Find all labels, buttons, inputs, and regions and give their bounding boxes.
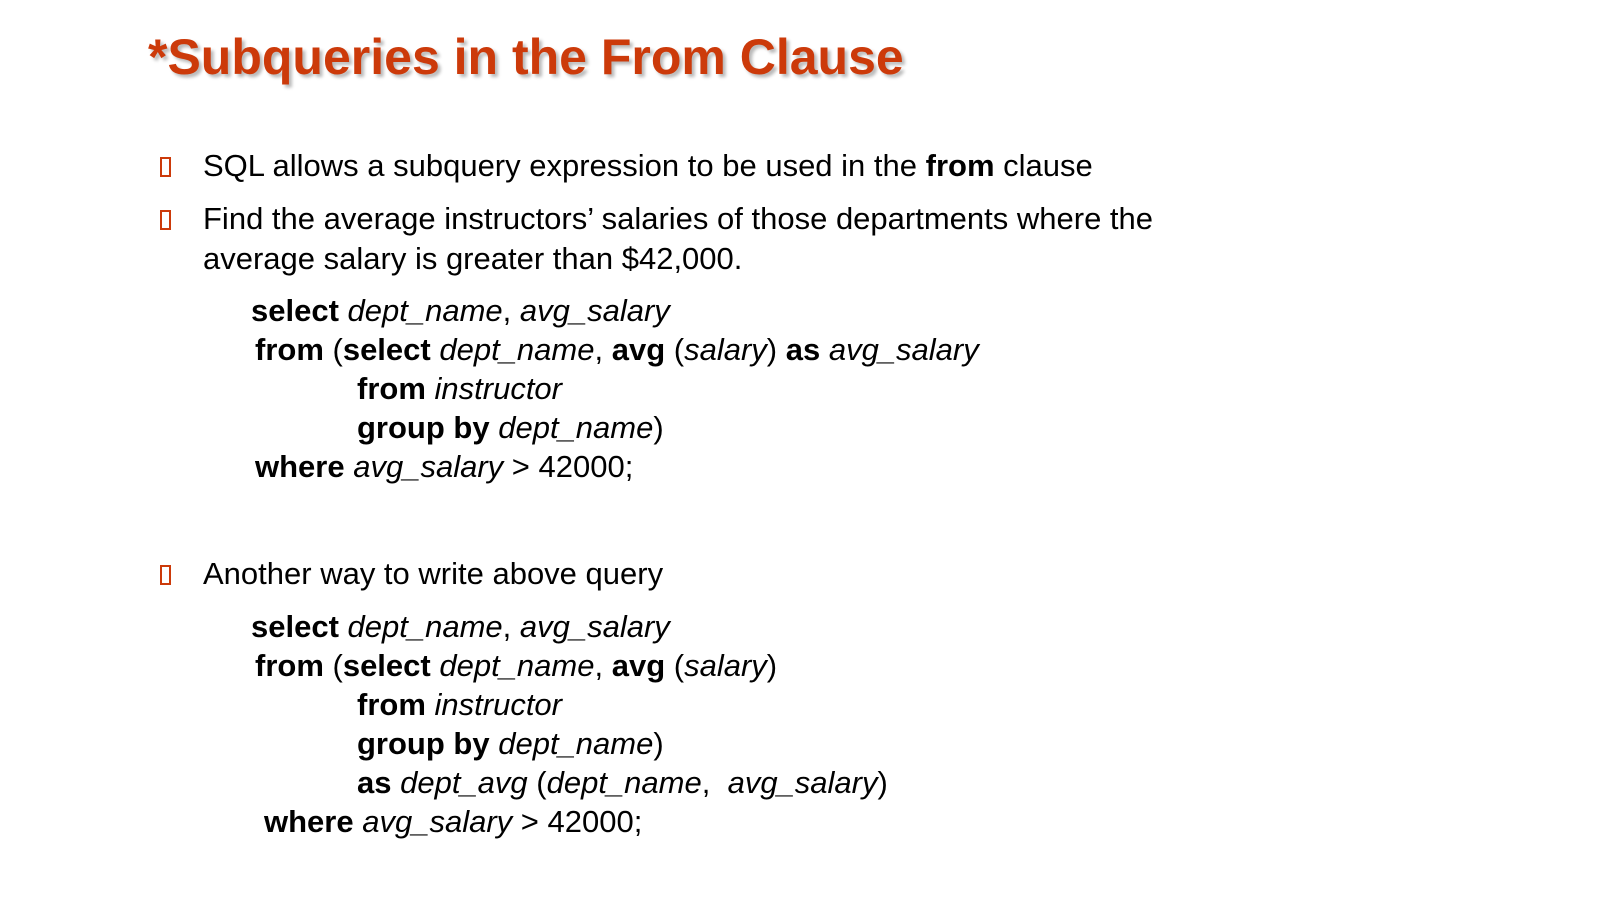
bullet-marker-icon	[160, 157, 171, 177]
slide-title: *Subqueries in the From Clause	[148, 29, 904, 85]
code-line: where avg_salary > 42000;	[255, 449, 634, 484]
bullet-item	[160, 199, 1460, 279]
bullet-text: SQL allows a subquery expression to be used in the from clause	[203, 148, 1093, 183]
bullet-item	[160, 554, 1460, 594]
code-line: as dept_avg (dept_name, avg_salary)	[357, 765, 888, 800]
code-line: from (select dept_name, avg (salary)	[255, 648, 778, 683]
bullet-text: Find the average instructors’ salaries of those departments where the average salary is greater than $42,000.	[203, 201, 1154, 276]
code-line: from instructor	[357, 687, 562, 722]
code-line: group by dept_name)	[357, 726, 664, 761]
code-line: select dept_name, avg_salary	[251, 609, 670, 644]
code-line: from instructor	[357, 371, 562, 406]
code-line: from (select dept_name, avg (salary) as avg_salary	[255, 332, 979, 367]
code-line: group by dept_name)	[357, 410, 664, 445]
bullet-item	[160, 146, 1460, 186]
bullet-marker-icon	[160, 210, 171, 230]
code-line: select dept_name, avg_salary	[251, 293, 670, 328]
code-line: where avg_salary > 42000;	[264, 804, 643, 839]
bullet-marker-icon	[160, 565, 171, 585]
bullet-text: Another way to write above query	[203, 556, 664, 591]
keyword-from: from	[925, 148, 995, 183]
